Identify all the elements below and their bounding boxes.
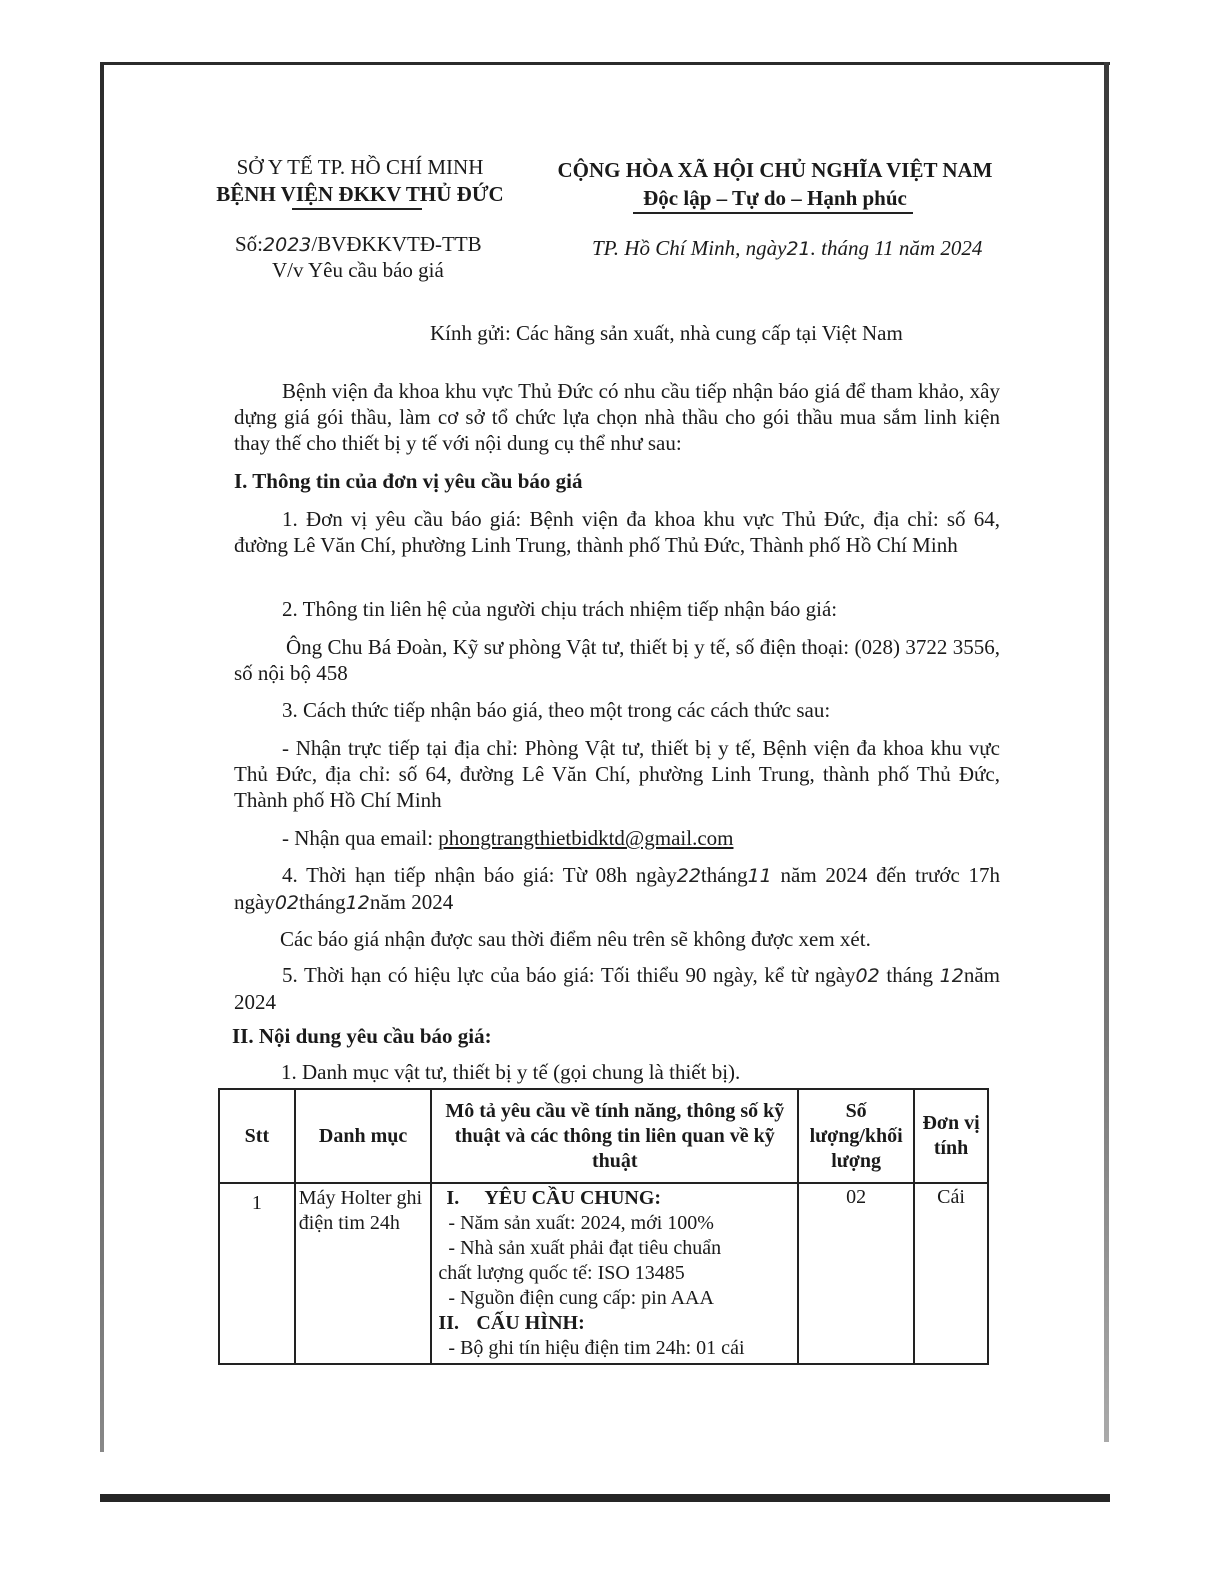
req-general-3: - Nguồn điện cung cấp: pin AAA	[448, 1287, 714, 1309]
delivery-in-person: - Nhận trực tiếp tại địa chỉ: Phòng Vật tư, thiết bị y tế, Bệnh viện đa khoa khu vực Thủ Đức, địa chỉ: số 64, đường Lê Văn Chí, phường Linh Trung, thành phố Thủ Đức, Thành phố Hồ Chí Minh	[234, 736, 1000, 812]
section-2-title: II. Nội dung yêu cầu báo giá:	[232, 1024, 492, 1048]
contact-person: Ông Chu Bá Đoàn, Kỹ sư phòng Vật tư, thiết bị y tế, số điện thoại: (028) 3722 3556, số nội bộ 458	[234, 635, 1000, 685]
cell-don-vi: Cái	[914, 1183, 988, 1364]
table-header-row	[219, 1089, 988, 1183]
scan-edge-left	[100, 62, 104, 1452]
header-stt: Stt	[219, 1089, 295, 1183]
section-1-item-3: 3. Cách thức tiếp nhận báo giá, theo một trong các cách thức sau:	[282, 698, 831, 722]
agency-name: SỞ Y TẾ TP. HỒ CHÍ MINH	[236, 155, 484, 179]
handwritten-number: 2023	[263, 234, 312, 256]
document-date: TP. Hồ Chí Minh, ngày21. tháng 11 năm 2024	[592, 236, 983, 260]
section-1-item-1: 1. Đơn vị yêu cầu báo giá: Bệnh viện đa khoa khu vực Thủ Đức, địa chỉ: số 64, đường Lê Văn Chí, phường Linh Trung, thành phố Thủ Đức, Thành phố Hồ Chí Minh	[234, 507, 1000, 557]
delivery-email: - Nhận qua email: phongtrangthietbidktd@gmail.com	[282, 826, 734, 850]
req-config-heading: II. CẤU HÌNH:	[438, 1312, 585, 1334]
recipient: Kính gửi: Các hãng sản xuất, nhà cung cấp tại Việt Nam	[430, 321, 903, 345]
req-general-heading: I. YÊU CẦU CHUNG:	[446, 1187, 662, 1209]
document-number: Số:2023/BVĐKKVTĐ-TTB	[235, 232, 482, 256]
cell-so-luong: 02	[798, 1183, 914, 1364]
table-row	[219, 1183, 988, 1364]
country-slogan: Độc lập – Tự do – Hạnh phúc	[643, 186, 907, 210]
late-submission-note: Các báo giá nhận được sau thời điểm nêu trên sẽ không được xem xét.	[280, 927, 871, 951]
req-general-2b: chất lượng quốc tế: ISO 13485	[438, 1262, 685, 1284]
hospital-name: BỆNH VIỆN ĐKKV THỦ ĐỨC	[216, 182, 504, 206]
header-so-luong: Số lượng/khối lượng	[798, 1089, 914, 1183]
cell-mo-ta	[431, 1183, 798, 1364]
section-1-item-2: 2. Thông tin liên hệ của người chịu trách nhiệm tiếp nhận báo giá:	[282, 597, 838, 621]
section-2-item-1: 1. Danh mục vật tư, thiết bị y tế (gọi chung là thiết bị).	[281, 1060, 741, 1084]
header-danh-muc: Danh mục	[295, 1089, 432, 1183]
cell-danh-muc: Máy Holter ghi điện tim 24h	[295, 1183, 432, 1364]
req-config-1: - Bộ ghi tín hiệu điện tim 24h: 01 cái	[448, 1337, 745, 1359]
section-1-title: I. Thông tin của đơn vị yêu cầu báo giá	[234, 469, 583, 493]
scan-edge-right	[1104, 62, 1109, 1442]
section-1-item-4: 4. Thời hạn tiếp nhận báo giá: Từ 08h ngày22tháng11 năm 2024 đến trước 17h ngày02tháng12năm 2024	[234, 863, 1000, 914]
email-link[interactable]: phongtrangthietbidktd@gmail.com	[438, 826, 734, 850]
req-general-2: - Nhà sản xuất phải đạt tiêu chuẩn	[448, 1237, 722, 1259]
req-general-1: - Năm sản xuất: 2024, mới 100%	[448, 1212, 714, 1234]
cell-stt: 1	[219, 1183, 295, 1364]
scan-edge-bottom	[100, 1494, 1110, 1502]
hospital-underline	[292, 208, 422, 210]
equipment-table	[218, 1088, 989, 1365]
section-1-item-5: 5. Thời hạn có hiệu lực của báo giá: Tối thiểu 90 ngày, kể từ ngày02 tháng 12năm 2024	[234, 963, 1001, 1014]
header-don-vi: Đơn vị tính	[914, 1089, 988, 1183]
header-mo-ta: Mô tả yêu cầu về tính năng, thông số kỹ thuật và các thông tin liên quan về kỹ thuật	[431, 1089, 798, 1183]
slogan-underline	[633, 212, 913, 214]
document-subject: V/v Yêu cầu báo giá	[272, 258, 444, 282]
handwritten-day: 21	[786, 238, 811, 260]
country-motto: CỘNG HÒA XÃ HỘI CHỦ NGHĨA VIỆT NAM	[557, 158, 993, 182]
intro-paragraph: Bệnh viện đa khoa khu vực Thủ Đức có nhu cầu tiếp nhận báo giá để tham khảo, xây dựng giá gói thầu, làm cơ sở tổ chức lựa chọn nhà thầu cho gói thầu mua sắm linh kiện thay thế cho thiết bị y tế với nội dung cụ thể như sau:	[234, 379, 1000, 455]
